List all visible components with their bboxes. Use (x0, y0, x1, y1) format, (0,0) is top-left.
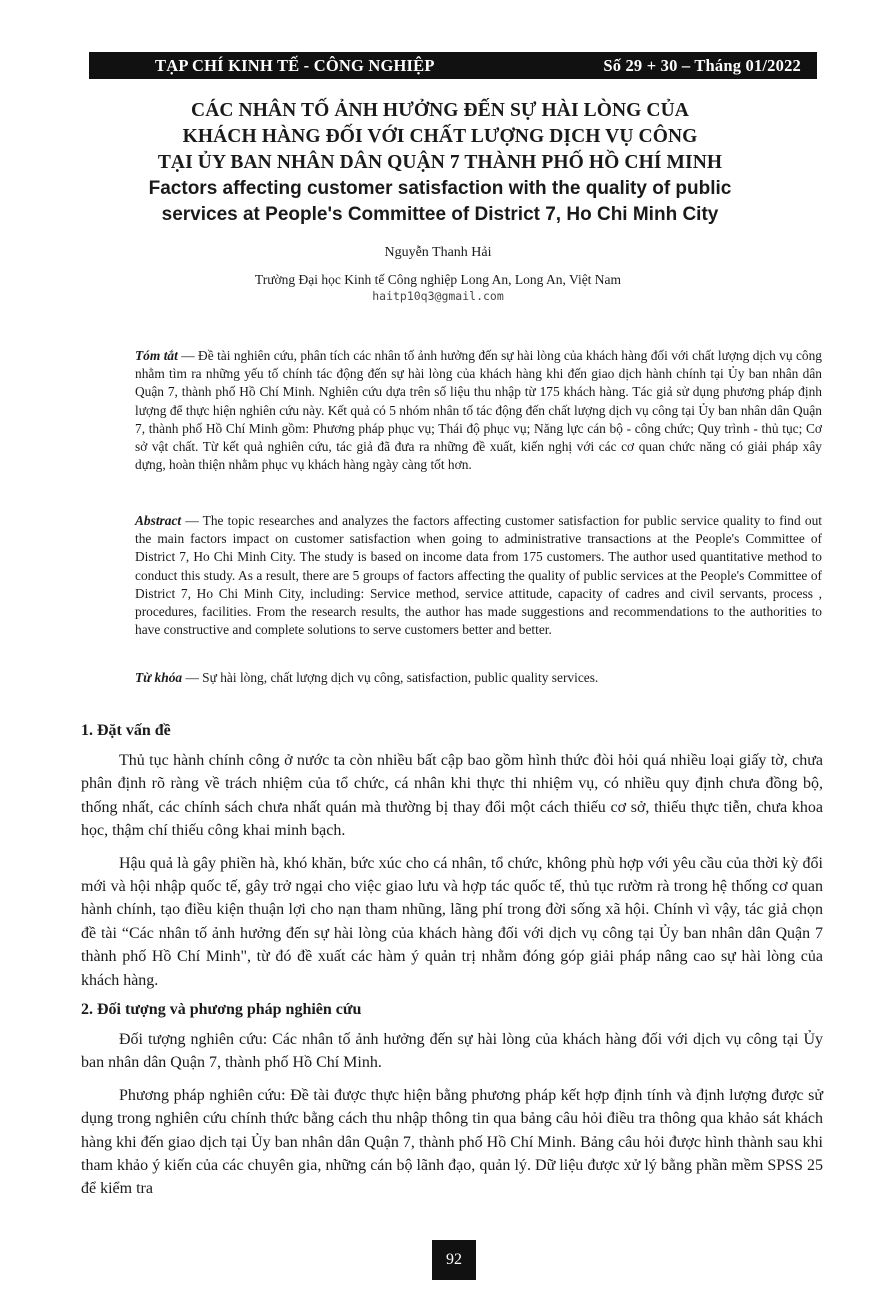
page-number: 92 (432, 1240, 476, 1280)
section-2 (81, 1001, 823, 1201)
abstract-en (135, 512, 822, 639)
section-1-paragraph-1: Thủ tục hành chính công ở nước ta còn nhiều bất cập bao gồm hình thức đòi hỏi quá nhiều loại giấy tờ, chưa phân định rõ ràng về trách nhiệm của tổ chức, cá nhân khi thực thi nhiệm vụ, có nhiều quy định chưa đồng bộ, thống nhất, các chính sách chưa nhất quán mà thường bị thay đổi một cách thiếu cơ sở, thiếu thực tiễn, chưa khoa học, thậm chí thiếu công khai minh bạch. (81, 752, 823, 840)
author-affiliation: Trường Đại học Kinh tế Công nghiệp Long An, Long An, Việt Nam (254, 272, 622, 287)
author-name: Nguyễn Thanh Hải (384, 245, 492, 260)
title-vn-line-2: KHÁCH HÀNG ĐỐI VỚI CHẤT LƯỢNG DỊCH VỤ CÔNG (182, 126, 698, 147)
issue-info: Số 29 + 30 – Tháng 01/2022 (603, 55, 801, 75)
abstract-vn-text: — Đề tài nghiên cứu, phân tích các nhân tố ảnh hưởng đến sự hài lòng của khách hàng đối với chất lượng dịch vụ công nhằm tìm ra những yếu tố chính tác động đến sự hài lòng của khách hàng khi đến giao dịch hành chính tại Ủy ban nhân dân Quận 7, thành phố Hồ Chí Minh. Nghiên cứu dựa trên số liệu thu nhập từ 175 khách hàng. Tác giả sử dụng phương pháp định lượng để thực hiện nghiên cứu này. Kết quả có 5 nhóm nhân tố tác động đến chất lượng dịch vụ công tại Ủy ban nhân dân Quận 7, thành phố Hồ Chí Minh gồm: Phương pháp phục vụ; Thái độ phục vụ; Năng lực cán bộ - công chức; Quy trình - thủ tục; Cơ sở vật chất. Từ kết quả nghiên cứu, tác giả đã đưa ra những đề xuất, kiến nghị với các cơ quan chức năng có giải pháp xây dựng, hoàn thiện nhằm phục vụ khách hàng ngày càng tốt hơn. (135, 348, 822, 473)
keywords (135, 670, 822, 686)
title-en-line-1: Factors affecting customer satisfaction with the quality of public (148, 178, 732, 199)
keywords-label: Từ khóa (135, 670, 183, 685)
abstract-en-label: Abstract (135, 513, 182, 528)
author-email: haitp10q3@gmail.com (372, 289, 504, 303)
section-1-title: 1. Đặt vấn đề (81, 722, 171, 739)
abstract-vn-label: Tóm tắt (135, 348, 178, 363)
title-vn-line-3: TẠI ỦY BAN NHÂN DÂN QUẬN 7 THÀNH PHỐ HỒ CHÍ MINH (157, 152, 723, 173)
section-2-paragraph-2: Phương pháp nghiên cứu: Đề tài được thực hiện bằng phương pháp kết hợp định tính và định lượng được sử dụng trong nghiên cứu chính thức bằng cách thu nhập thông tin qua bảng câu hỏi điều tra thông qua khảo sát khách hàng khi đến giao dịch tại Ủy ban nhân dân Quận 7, thành phố Hồ Chí Minh. Bảng câu hỏi được hình thành sau khi tham khảo ý kiến của các chuyên gia, những cán bộ lãnh đạo, quản lý. Dữ liệu được xử lý bằng phần mềm SPSS 25 để kiểm tra (81, 1086, 823, 1198)
section-1-paragraph-2: Hậu quả là gây phiền hà, khó khăn, bức xúc cho cá nhân, tổ chức, không phù hợp với yêu cầu của thời kỳ đổi mới và hội nhập quốc tế, gây trở ngại cho việc giao lưu và hợp tác quốc tế, thủ tục rườm rà trong hệ thống cơ quan hành chính, tạo điều kiện thuận lợi cho nạn tham nhũng, lãng phí trong đời sống xã hội. Chính vì vậy, tác giả chọn đề tài “Các nhân tố ảnh hưởng đến sự hài lòng của khách hàng đối với dịch vụ công tại Ủy ban nhân dân Quận 7 thành phố Hồ Chí Minh", từ đó đề xuất các hàm ý quản trị nhằm đóng góp giải pháp nâng cao sự hài lòng của khách hàng. (81, 854, 823, 989)
journal-name: TẠP CHÍ KINH TẾ - CÔNG NGHIỆP (155, 55, 435, 75)
abstract-vn (135, 347, 822, 474)
keywords-text: — Sự hài lòng, chất lượng dịch vụ công, satisfaction, public quality services. (182, 670, 599, 685)
title-block (60, 98, 820, 228)
section-2-paragraph-1: Đối tượng nghiên cứu: Các nhân tố ảnh hưởng đến sự hài lòng của khách hàng đối với dịch vụ công tại Ủy ban nhân dân Quận 7, thành phố Hồ Chí Minh. (81, 1031, 823, 1072)
title-en-line-2: services at People's Committee of District 7, Ho Chi Minh City (161, 204, 719, 225)
abstract-en-text: — The topic researches and analyzes the factors affecting customer satisfaction for public service quality to find out the main factors impact on customer satisfaction when going to administrative transactions at the People's Committee of District 7, Ho Chi Minh City. The study is based on income data from 175 customers. The author used quantitative method to conduct this study. As a result, there are 5 groups of factors affecting the quality of public services at the People's Committee of District 7, Ho Chi Minh City, including: Service method, service attitude, capacity of cadres and civil servants, process , procedures, facilities. From the research results, the author has made suggestions and recommendations to the authorities to have constructive and complete solutions to serve customers better and better. (135, 513, 822, 638)
journal-header-bar (89, 52, 817, 79)
section-2-title: 2. Đối tượng và phương pháp nghiên cứu (81, 1001, 362, 1018)
section-1 (81, 722, 823, 992)
title-vn-line-1: CÁC NHÂN TỐ ẢNH HƯỞNG ĐẾN SỰ HÀI LÒNG CỦA (191, 100, 689, 121)
